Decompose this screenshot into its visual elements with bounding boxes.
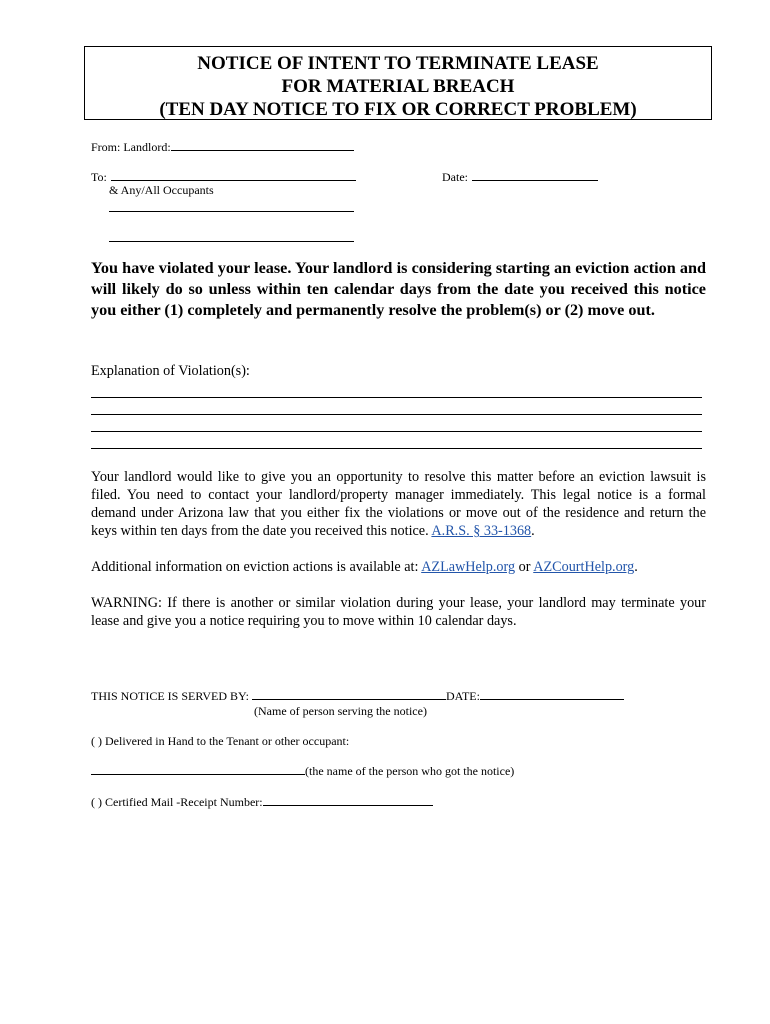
server-name-field[interactable] — [252, 688, 446, 700]
date-label: Date: — [442, 170, 468, 184]
additional-info-line — [91, 558, 638, 576]
served-date-label: DATE: — [445, 689, 480, 703]
paragraph-text: Your landlord would like to give you an opportunity to resolve this matter before an eviction lawsuit is filed. You need to contact your landlord/property manager immediately. This legal notice is a formal demand under Arizona law that you either fix the violations or move out of the residence and return the keys within ten days from the date you received this notice. — [91, 469, 706, 539]
occupants-label: & Any/All Occupants — [109, 183, 214, 197]
landlord-name-field[interactable] — [171, 139, 354, 151]
served-by-label: THIS NOTICE IS SERVED BY: — [91, 689, 249, 703]
or-text: or — [518, 559, 531, 575]
statute-suffix: . — [531, 523, 535, 539]
hand-delivery-option[interactable]: ( ) Delivered in Hand to the Tenant or other occupant: — [91, 734, 350, 748]
receipt-number-field[interactable] — [263, 794, 433, 806]
violation-line-2[interactable] — [91, 414, 702, 415]
additional-info-text: Additional information on eviction actions is available at: — [91, 559, 419, 575]
recipient-caption: (the name of the person who got the notice) — [305, 764, 515, 778]
violation-line-3[interactable] — [91, 431, 702, 432]
recipient-row — [91, 763, 514, 778]
occupant-line-2[interactable] — [109, 241, 354, 242]
served-by-row — [91, 688, 624, 703]
tenant-name-field[interactable] — [111, 169, 356, 181]
occupant-line-1[interactable] — [109, 211, 354, 212]
violation-explanation-label: Explanation of Violation(s): — [91, 363, 250, 379]
violation-line-4[interactable] — [91, 448, 702, 449]
additional-info-suffix: . — [634, 559, 638, 575]
title-line-1: NOTICE OF INTENT TO TERMINATE LEASE — [197, 53, 599, 74]
azcourthelp-link[interactable]: AZCourtHelp.org — [533, 559, 635, 575]
notice-date-field[interactable] — [472, 169, 598, 181]
violation-line-1[interactable] — [91, 397, 702, 398]
certified-mail-option[interactable]: ( ) Certified Mail -Receipt Number: — [91, 795, 263, 809]
served-by-caption: (Name of person serving the notice) — [254, 704, 427, 718]
to-label: To: — [91, 170, 107, 184]
to-row — [91, 169, 356, 184]
statute-link[interactable]: A.R.S. § 33-1368 — [431, 523, 532, 539]
violation-notice-text: You have violated your lease. Your landlord is considering starting an eviction action and will likely do so unless within ten calendar days from the date you received this notice you either (1) completely and permanently resolve the problem(s) or (2) move out. — [91, 259, 706, 319]
certified-mail-row — [91, 794, 433, 809]
azlawhelp-link[interactable]: AZLawHelp.org — [421, 559, 516, 575]
landlord-opportunity-paragraph — [91, 468, 706, 540]
from-landlord-label: From: Landlord: — [91, 140, 171, 154]
notice-title-box — [84, 46, 712, 120]
recipient-name-field[interactable] — [91, 763, 305, 775]
title-line-3: (TEN DAY NOTICE TO FIX OR CORRECT PROBLEM) — [159, 99, 637, 120]
served-date-field[interactable] — [480, 688, 624, 700]
title-line-2: FOR MATERIAL BREACH — [281, 76, 515, 97]
from-landlord-row — [91, 139, 354, 154]
warning-paragraph: WARNING: If there is another or similar violation during your lease, your landlord may terminate your lease and give you a notice requiring you to move within 10 calendar days. — [91, 595, 706, 629]
date-row — [442, 169, 598, 184]
